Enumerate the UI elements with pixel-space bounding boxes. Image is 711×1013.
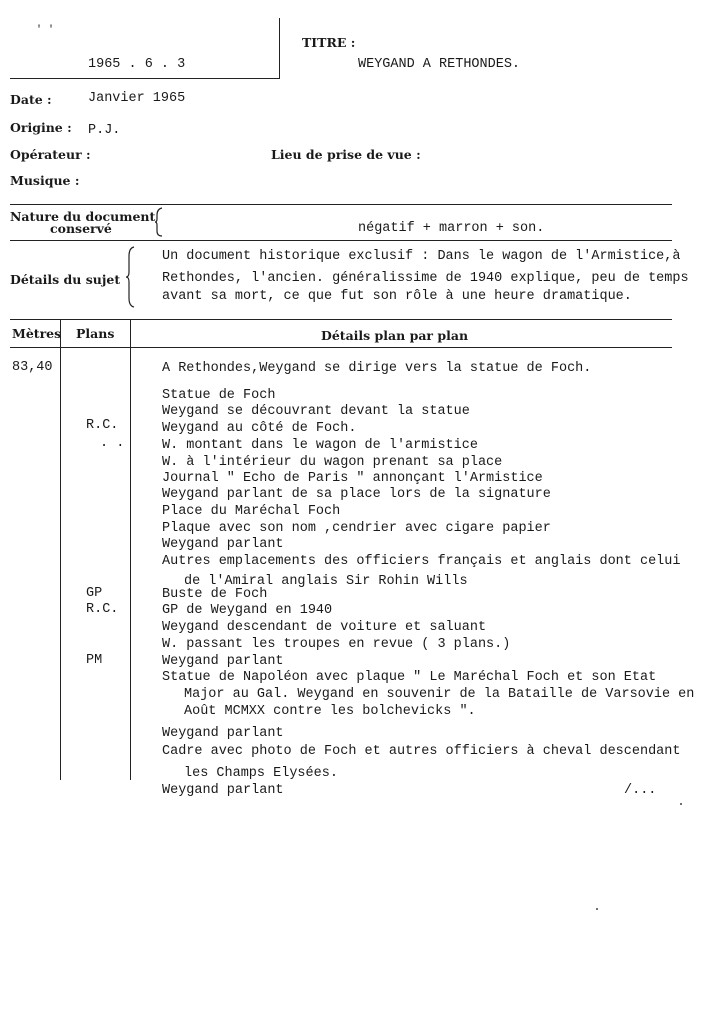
shot-description: de l'Amiral anglais Sir Rohin Wills xyxy=(184,574,468,589)
scan-speck xyxy=(680,803,682,805)
titre-label: TITRE : xyxy=(302,35,356,50)
shot-description: Cadre avec photo de Foch et autres officiers à cheval descendant xyxy=(162,744,681,759)
sujet-bottom-rule xyxy=(10,319,672,320)
shot-description: Weygand parlant xyxy=(162,726,284,741)
operateur-label: Opérateur : xyxy=(10,147,91,162)
scan-speck xyxy=(596,908,598,910)
col-plans-header: Plans xyxy=(76,326,115,341)
details-sujet-line-3: avant sa mort, ce que fut son rôle à une heure dramatique. xyxy=(162,289,632,304)
titre-value: WEYGAND A RETHONDES. xyxy=(358,57,521,72)
nature-value: négatif + marron + son. xyxy=(358,221,545,236)
table-header-rule xyxy=(10,347,672,348)
continuation-mark: /... xyxy=(624,783,657,798)
shot-description: Statue de Foch xyxy=(162,388,276,403)
shot-description: Weygand parlant xyxy=(162,654,284,669)
header-divider-horizontal xyxy=(10,78,280,79)
col-divider-2 xyxy=(130,320,131,780)
document-reference: 1965 . 6 . 3 xyxy=(88,57,186,72)
date-value: Janvier 1965 xyxy=(88,91,186,106)
shot-description: Autres emplacements des officiers français et anglais dont celui xyxy=(162,554,681,569)
col-metres-header: Mètres xyxy=(12,326,62,341)
shot-description: Weygand descendant de voiture et saluant xyxy=(162,620,487,635)
header-divider-vertical xyxy=(279,18,280,78)
plan-code: . . xyxy=(100,436,125,451)
nature-label-line1: Nature du document xyxy=(10,209,156,224)
shot-description: Weygand parlant de sa place lors de la signature xyxy=(162,487,551,502)
nature-top-rule xyxy=(10,204,672,205)
plan-code: PM xyxy=(86,653,103,668)
shot-description: A Rethondes,Weygand se dirige vers la statue de Foch. xyxy=(162,361,592,376)
shot-description: GP de Weygand en 1940 xyxy=(162,603,333,618)
origine-label: Origine : xyxy=(10,120,72,135)
corner-marks: ' ' xyxy=(36,25,55,36)
plan-code: GP xyxy=(86,586,103,601)
shot-description: Weygand parlant xyxy=(162,537,284,552)
shot-description: Weygand au côté de Foch. xyxy=(162,421,357,436)
shot-description: Place du Maréchal Foch xyxy=(162,504,341,519)
shot-description: Plaque avec son nom ,cendrier avec cigare papier xyxy=(162,521,551,536)
plan-code: R.C. xyxy=(86,418,119,433)
details-sujet-brace xyxy=(126,246,136,308)
musique-label: Musique : xyxy=(10,173,80,188)
shot-description: Août MCMXX contre les bolchevicks ". xyxy=(184,704,476,719)
details-sujet-line-2: Rethondes, l'ancien. généralissime de 1940 explique, peu de temps xyxy=(162,271,689,286)
nature-bottom-rule xyxy=(10,240,672,241)
shot-description: les Champs Elysées. xyxy=(184,766,338,781)
metres-value: 83,40 xyxy=(12,360,53,375)
shot-description: Journal " Echo de Paris " annonçant l'Armistice xyxy=(162,471,543,486)
shot-description: Weygand parlant xyxy=(162,783,284,798)
shot-description: Weygand se découvrant devant la statue xyxy=(162,404,470,419)
details-sujet-label: Détails du sujet xyxy=(10,272,121,287)
date-label: Date : xyxy=(10,92,52,107)
col-divider-1 xyxy=(60,320,61,780)
nature-label-line2: conservé xyxy=(50,221,112,236)
shot-description: Statue de Napoléon avec plaque " Le Maréchal Foch et son Etat xyxy=(162,670,657,685)
plan-code: R.C. xyxy=(86,602,119,617)
shot-description: W. montant dans le wagon de l'armistice xyxy=(162,438,478,453)
col-details-header: Détails plan par plan xyxy=(321,328,469,343)
details-sujet-line-1: Un document historique exclusif : Dans le wagon de l'Armistice,à xyxy=(162,249,681,264)
lieu-label: Lieu de prise de vue : xyxy=(271,147,421,162)
origine-value: P.J. xyxy=(88,123,121,138)
shot-description: W. passant les troupes en revue ( 3 plans.) xyxy=(162,637,511,652)
shot-description: W. à l'intérieur du wagon prenant sa place xyxy=(162,455,503,470)
shot-description: Major au Gal. Weygand en souvenir de la Bataille de Varsovie en xyxy=(184,687,695,702)
shot-description: Buste de Foch xyxy=(162,587,268,602)
nature-brace xyxy=(155,207,165,237)
